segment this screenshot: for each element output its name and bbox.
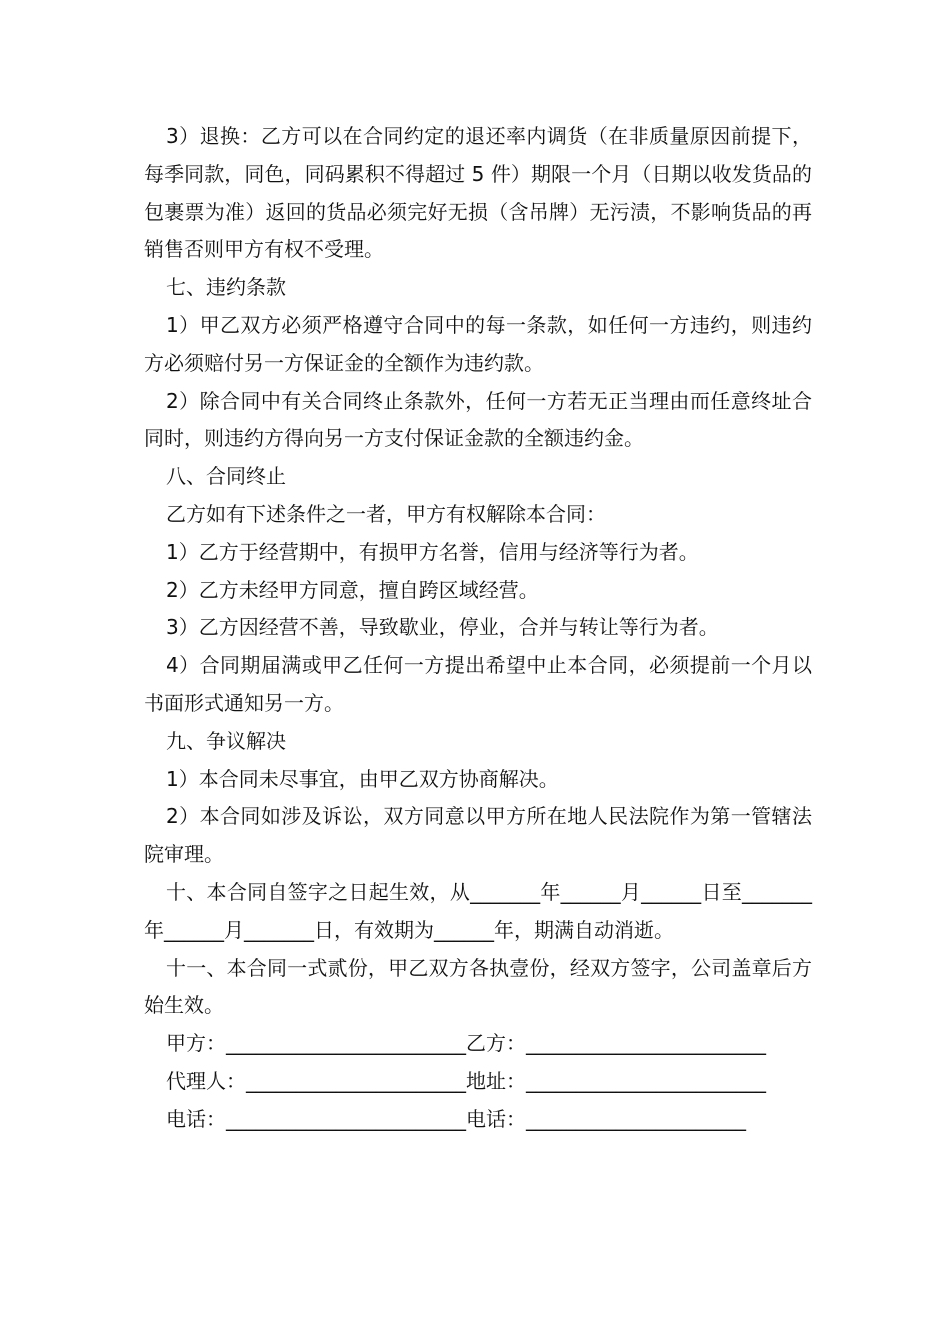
termination-clause-4: 4）合同期届满或甲乙任何一方提出希望中止本合同，必须提前一个月以书面形式通知另一方。	[144, 653, 812, 715]
section-heading-termination: 八、合同终止	[166, 464, 286, 489]
section-heading-dispute: 九、争议解决	[166, 728, 286, 753]
breach-clause-2: 2）除合同中有关合同终止条款外，任何一方若无正当理由而任意终址合同时，则违约方得向另一方支付保证金款的全额违约金。	[144, 388, 812, 451]
effective-date-clause: 十、本合同自签字之日起生效，从_______年______月______日至_______年______月_______日，有效期为______年，期满自动消逝。	[144, 879, 812, 942]
termination-intro: 乙方如有下述条件之一者，甲方有权解除本合同：	[166, 501, 606, 526]
section-heading-breach: 七、违约条款	[166, 275, 286, 300]
termination-clause-3: 3）乙方因经营不善，导致歇业，停业，合并与转让等行为者。	[166, 615, 719, 640]
contract-body	[144, 118, 812, 1139]
breach-clause-1: 1）甲乙双方必须严格遵守合同中的每一条款，如任何一方违约，则违约方必须赔付另一方保证金的全额作为违约款。	[144, 312, 812, 375]
signature-line-parties: 甲方：________________________乙方：________________________	[166, 1031, 766, 1056]
signature-line-phones: 电话：________________________电话：______________________	[166, 1106, 746, 1131]
termination-clause-2: 2）乙方未经甲方同意，擅自跨区域经营。	[166, 577, 539, 602]
signature-line-agent-address: 代理人：______________________地址：________________________	[166, 1068, 766, 1093]
dispute-clause-1: 1）本合同未尽事宜，由甲乙双方协商解决。	[166, 766, 559, 791]
dispute-clause-2: 2）本合同如涉及诉讼，双方同意以甲方所在地人民法院作为第一管辖法院审理。	[144, 804, 812, 867]
termination-clause-1: 1）乙方于经营期中，有损甲方名誉，信用与经济等行为者。	[166, 539, 699, 564]
copies-clause: 十一、本合同一式贰份，甲乙双方各执壹份，经双方签字，公司盖章后方始生效。	[144, 955, 812, 1018]
return-exchange-clause: 3）退换：乙方可以在合同约定的退还率内调货（在非质量原因前提下，每季同款，同色，同码累积不得超过 5 件）期限一个月（日期以收发货品的包裹票为准）返回的货品必须完好无损（含吊牌）无污渍，不影响货品的再销售否则甲方有权不受理。	[144, 124, 812, 262]
